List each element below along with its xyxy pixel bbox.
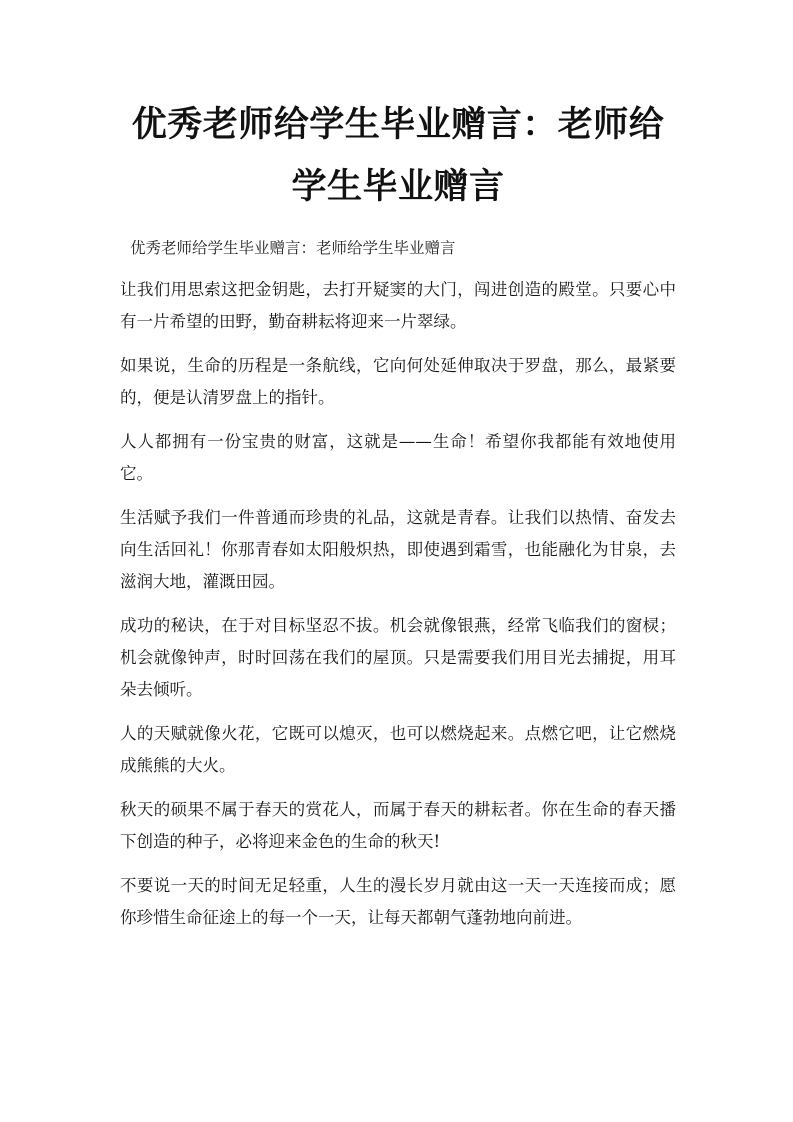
- paragraph: 成功的秘诀，在于对目标坚忍不拔。机会就像银燕，经常飞临我们的窗棂；机会就像钟声，时时回荡在我们的屋顶。只是需要我们用目光去捕捉，用耳朵去倾听。: [120, 616, 676, 699]
- document-page: [120, 0, 676, 934]
- document-body: [120, 274, 676, 934]
- paragraph: 不要说一天的时间无足轻重，人生的漫长岁月就由这一天一天连接而成；愿你珍惜生命征途上的每一个一天，让每天都朝气蓬勃地向前进。: [120, 876, 676, 927]
- paragraph: 人人都拥有一份宝贵的财富，这就是——生命！希望你我都能有效地使用它。: [120, 432, 676, 483]
- document-subtitle: 优秀老师给学生毕业赠言：老师给学生毕业赠言: [130, 239, 456, 257]
- paragraph: 秋天的硕果不属于春天的赏花人，而属于春天的耕耘者。你在生命的春天播下创造的种子，必将迎来金色的生命的秋天!: [120, 800, 676, 851]
- paragraph: 生活赋予我们一件普通而珍贵的礼品，这就是青春。让我们以热情、奋发去向生活回礼！你那青春如太阳般炽热，即使遇到霜雪，也能融化为甘泉，去滋润大地，灌溉田园。: [120, 508, 676, 591]
- paragraph: 让我们用思索这把金钥匙，去打开疑窦的大门，闯进创造的殿堂。只要心中有一片希望的田野，勤奋耕耘将迎来一片翠绿。: [120, 280, 676, 331]
- paragraph: 人的天赋就像火花，它既可以熄灭，也可以燃烧起来。点燃它吧，让它燃烧成熊熊的大火。: [120, 724, 676, 775]
- document-title: 优秀老师给学生毕业赠言：老师给学生毕业赠言: [131, 104, 665, 207]
- paragraph: 如果说，生命的历程是一条航线，它向何处延伸取决于罗盘，那么，最紧要的，便是认清罗盘上的指针。: [120, 356, 676, 407]
